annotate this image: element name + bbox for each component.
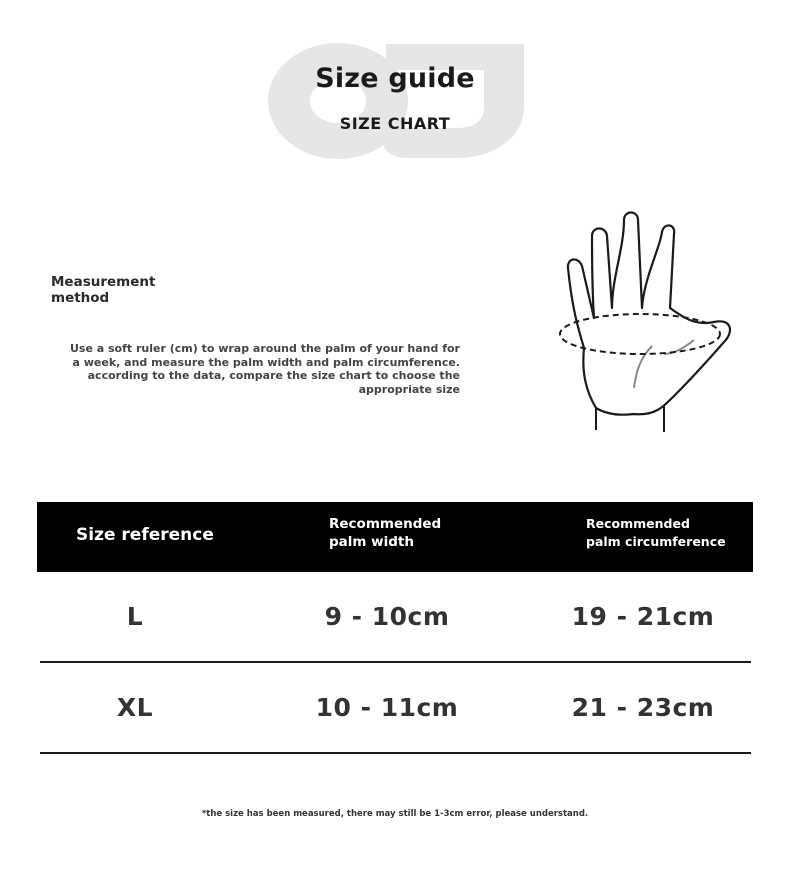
measurement-description: Use a soft ruler (cm) to wrap around the palm of your hand for a week, and measure the palm width and palm circumference. according to the data, compare the size chart to choose the appropriate size bbox=[69, 342, 460, 396]
size-chart-table bbox=[37, 502, 753, 754]
hand-measurement-icon bbox=[554, 208, 738, 436]
header-size-reference: Size reference bbox=[76, 525, 214, 545]
footnote: *the size has been measured, there may still be 1-3cm error, please understand. bbox=[201, 809, 589, 819]
page-subtitle: SIZE CHART bbox=[339, 114, 451, 133]
palm-width-cell: 10 - 11cm bbox=[315, 693, 459, 722]
palm-circumference-cell: 19 - 21cm bbox=[571, 602, 715, 631]
header-palm-width-line1: Recommended bbox=[329, 516, 442, 532]
palm-width-cell: 9 - 10cm bbox=[324, 602, 450, 631]
table-header bbox=[37, 502, 753, 572]
header-palm-circumference bbox=[586, 515, 746, 551]
header-palm-circumference-line1: Recommended bbox=[586, 516, 690, 531]
size-cell: L bbox=[126, 602, 144, 631]
header-palm-width-line2: palm width bbox=[329, 534, 414, 550]
header-palm-circumference-line2: palm circumference bbox=[586, 534, 726, 549]
header-palm-width bbox=[329, 515, 529, 551]
palm-circumference-cell: 21 - 23cm bbox=[571, 693, 715, 722]
size-cell: XL bbox=[116, 693, 154, 722]
measurement-label: Measurement method bbox=[51, 274, 156, 306]
brand-logo-watermark bbox=[266, 40, 526, 162]
table-row bbox=[40, 663, 751, 754]
page-title: Size guide bbox=[315, 63, 475, 94]
table-row bbox=[40, 572, 751, 663]
